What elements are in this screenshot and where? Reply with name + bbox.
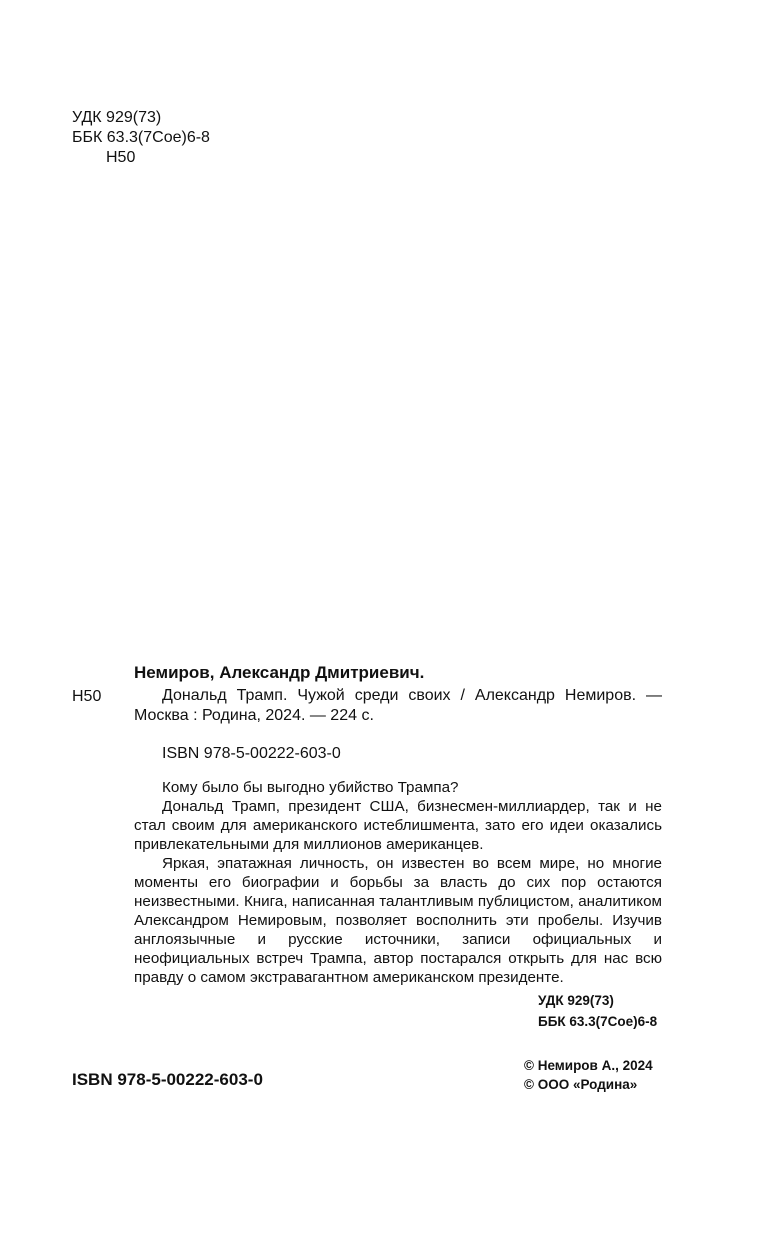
isbn-bottom: ISBN 978-5-00222-603-0 — [72, 1070, 263, 1089]
annotation-paragraph: Яркая, эпатажная личность, он известен во всем мире, но многие моменты его биографии и борьбы за власть до сих пор остаются неизвестными. Книга, написанная талантливым публицистом, аналитиком Александром Немировым, позволяет восполнить эти пробелы. Изучив англоязычные и русские источники, записи официальных и неофициальных встреч Трампа, автор постарался открыть для нас всю правду о самом экстравагантном американском президенте. — [134, 855, 662, 986]
bottom-classification-codes — [538, 990, 657, 1032]
copyright-block — [524, 1056, 653, 1094]
annotation-paragraph: Дональд Трамп, президент США, бизнесмен-миллиардер, так и не стал своим для американского истеблишмента, зато его идеи оказались привлекательными для миллионов американцев. — [134, 798, 662, 853]
copyright-publisher: © ООО «Родина» — [524, 1077, 638, 1092]
entry-bibliographic-description: Дональд Трамп. Чужой среди своих / Александр Немиров. — Москва : Родина, 2024. — 224 с. — [134, 687, 662, 724]
entry-author: Немиров, Александр Дмитриевич. — [134, 663, 425, 682]
catalog-entry — [134, 662, 662, 987]
top-classification-codes — [72, 108, 210, 168]
annotation — [134, 778, 662, 987]
side-author-mark: Н50 — [72, 688, 102, 705]
entry-isbn: ISBN 978-5-00222-603-0 — [162, 745, 341, 762]
bottom-udk: УДК 929(73) — [538, 993, 614, 1008]
top-author-mark: Н50 — [106, 149, 136, 166]
bottom-bbk: ББК 63.3(7Сое)6-8 — [538, 1014, 658, 1029]
top-bbk: ББК 63.3(7Сое)6-8 — [72, 129, 210, 146]
copyright-author: © Немиров А., 2024 — [524, 1058, 653, 1073]
annotation-paragraph: Кому было бы выгодно убийство Трампа? — [162, 779, 459, 796]
top-udk: УДК 929(73) — [72, 109, 162, 126]
